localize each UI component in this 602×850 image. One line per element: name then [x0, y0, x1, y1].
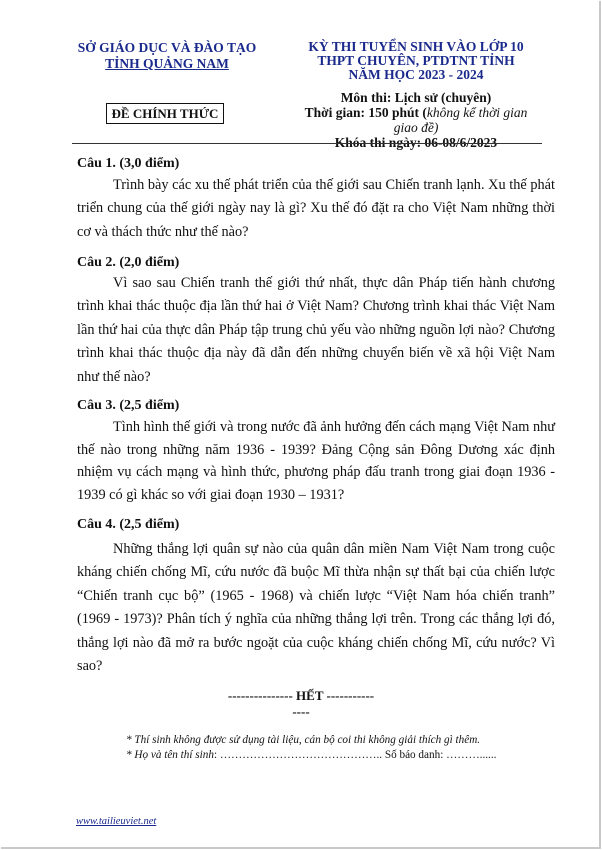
time-note: không kể thời gian giao đề	[393, 105, 528, 135]
end-mark: --------------- HẾT ---------------	[227, 688, 375, 719]
exam-header	[296, 40, 536, 82]
question-4-title: Câu 4. (2,5 điểm)	[77, 517, 180, 532]
subject-line: Môn thi: Lịch sử (chuyên)	[340, 90, 492, 105]
question-4-body: Những thắng lợi quân sự nào của quân dân miền Nam Việt Nam trong cuộc kháng chiến chống Mĩ, cứu nước đã buộc Mĩ thừa nhận sự thất bại của chiến lược “Chiến tranh cục bộ” (1965 - 1968) và chiến lược “Việt Nam hóa chiến tranh” (1969 - 1973)? Phân tích ý nghĩa của những thắng lợi trên. Trong các thắng lợi đó, thắng lợi nào đã mở ra bước ngoặt của cuộc kháng chiến chống Mĩ, cứu nước? Vì sao?	[77, 541, 555, 675]
exam-year: NĂM HỌC 2023 - 2024	[348, 67, 484, 82]
exam-title-line1: KỲ THI TUYỂN SINH VÀO LỚP 10	[308, 39, 524, 54]
question-1-title: Câu 1. (3,0 điểm)	[77, 156, 180, 171]
note-candidate-info: * Họ và tên thí sinh: …………………………………….. Số báo danh: ………......	[126, 749, 497, 761]
question-3-body: Tình hình thế giới và trong nước đã ảnh hưởng đến cách mạng Việt Nam như thế nào trong những năm 1936 - 1939? Đảng Cộng sản Đông Dương xác định nhiệm vụ cách mạng và hình thức, phương pháp đấu tranh trong giai đoạn 1936 - 1939 có gì khác so với giai đoạn 1930 – 1931?	[77, 419, 555, 503]
department-line1: SỞ GIÁO DỤC VÀ ĐÀO TẠO	[77, 40, 257, 55]
header-divider	[72, 143, 542, 144]
question-1-body: Trình bày các xu thế phát triển của thế giới sau Chiến tranh lạnh. Xu thế phát triển chung của thế giới ngày nay là gì? Xu thế đó đặt ra cho Việt Nam những thời cơ và thách thức như thế nào?	[77, 177, 555, 240]
question-2-body: Vì sao sau Chiến tranh thế giới thứ nhất, thực dân Pháp tiến hành chương trình khai thác thuộc địa lần thứ hai ở Việt Nam? Chương trình khai thác Việt Nam lần thứ hai của thực dân Pháp tập trung chủ yếu vào những nguồn lợi nào? Chương trình khai thác thuộc địa này đã dẫn đến những chuyển biến về xã hội Việt Nam như thế nào?	[77, 275, 555, 385]
website-link[interactable]: www.tailieuviet.net	[76, 816, 157, 827]
department-line2: TỈNH QUẢNG NAM	[105, 56, 229, 71]
note-no-materials: * Thí sinh không được sử dụng tài liệu, cán bộ coi thi không giải thích gì thêm.	[126, 734, 481, 746]
exam-title-line2: THPT CHUYÊN, PTDTNT TỈNH	[317, 53, 515, 68]
exam-date: Khóa thi ngày: 06-08/6/2023	[334, 135, 498, 150]
question-2-title: Câu 2. (2,0 điểm)	[77, 255, 180, 270]
time-line: Thời gian: 150 phút (không kể thời gian giao đề)	[304, 105, 528, 135]
exam-info	[296, 90, 536, 150]
department-header	[72, 40, 262, 72]
question-3-title: Câu 3. (2,5 điểm)	[77, 398, 180, 413]
official-exam-label: ĐỀ CHÍNH THỨC	[106, 103, 224, 124]
